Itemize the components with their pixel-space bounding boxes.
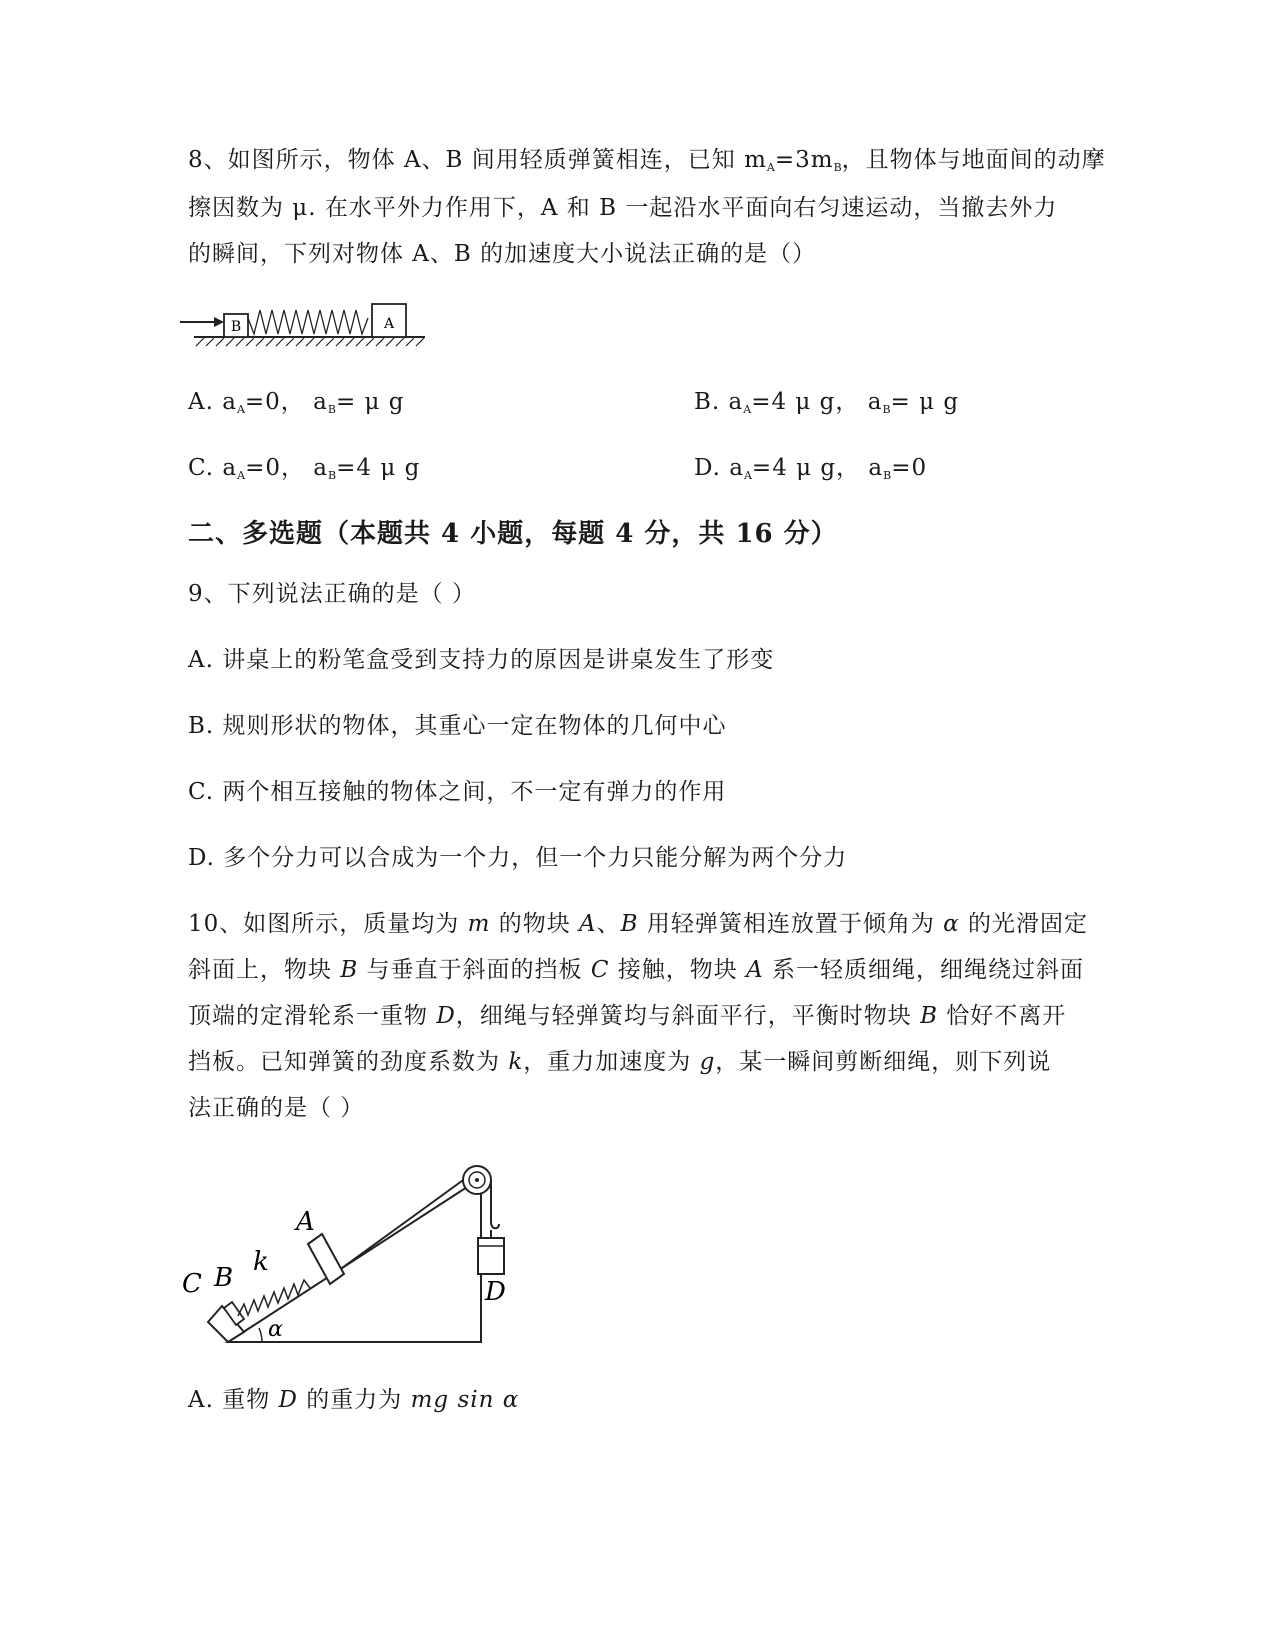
q10-l3-c: 恰好不离开 xyxy=(937,1003,1067,1029)
q8-option-d[interactable] xyxy=(694,454,927,490)
block-a-label: A xyxy=(383,316,395,332)
q10-l1-b: 的物块 xyxy=(490,911,580,937)
label-k: k xyxy=(253,1247,269,1277)
q10-l4-k: k xyxy=(508,1049,524,1075)
opt-d-sub2: B xyxy=(883,469,892,482)
opt-d-mid: =4 μ g， a xyxy=(751,455,884,481)
q10-stem-line-2 xyxy=(188,956,1084,984)
q9-option-b[interactable]: B. 规则形状的物体，其重心一定在物体的几何中心 xyxy=(188,713,727,739)
q8-stem-line-1 xyxy=(188,146,1106,182)
q8-option-a[interactable] xyxy=(188,388,405,424)
opt-b-prefix: B. a xyxy=(694,389,744,415)
q10-opt-a-mid: 的重力为 xyxy=(298,1387,411,1413)
force-arrow-head xyxy=(214,317,224,327)
q10-option-a[interactable] xyxy=(188,1386,519,1414)
q10-l1-A: A xyxy=(579,911,597,937)
rope-incline xyxy=(331,1170,477,1276)
opt-a-prefix: A. a xyxy=(188,389,237,415)
opt-c-end: =4 μ g xyxy=(336,455,421,481)
opt-c-prefix: C. a xyxy=(188,455,238,481)
q10-l2-d: 系一轻质细绳，细绳绕过斜面 xyxy=(763,957,1085,983)
q10-stem-line-4 xyxy=(188,1048,1051,1076)
q10-l1-d: 用轻弹簧相连放置于倾角为 xyxy=(638,911,944,937)
weight-d xyxy=(478,1238,504,1274)
q8-line1-text: 8、如图所示，物体 A、B 间用轻质弹簧相连，已知 m xyxy=(188,147,767,173)
q10-l2-B: B xyxy=(340,957,359,983)
q10-l1-B: B xyxy=(620,911,639,937)
q10-l4-c: ，某一瞬间剪断细绳，则下列说 xyxy=(715,1049,1052,1075)
q10-stem-line-3 xyxy=(188,1002,1066,1030)
q9-stem: 9、下列说法正确的是（ ） xyxy=(188,581,476,607)
q10-l2-a: 斜面上，物块 xyxy=(188,957,341,983)
q10-l3-B: B xyxy=(920,1003,938,1029)
pulley-axle xyxy=(475,1178,479,1182)
q9-option-c[interactable]: C. 两个相互接触的物体之间，不一定有弹力的作用 xyxy=(188,779,727,805)
opt-c-sub2: B xyxy=(328,469,337,482)
spring-incline xyxy=(238,1280,310,1316)
opt-c-mid: =0， a xyxy=(245,455,329,481)
q10-l3-b: ，细绳与轻弹簧均与斜面平行，平衡时物块 xyxy=(455,1003,921,1029)
q10-l2-C: C xyxy=(590,957,610,983)
q8-line1-end: ，且物体与地面间的动摩 xyxy=(841,147,1106,173)
q10-l1-alpha: α xyxy=(943,911,960,937)
q10-l1-c: 、 xyxy=(596,911,621,937)
q10-stem-line-1 xyxy=(188,910,1088,938)
opt-a-sub1: A xyxy=(236,403,245,416)
opt-a-sub2: B xyxy=(327,403,336,416)
q10-l1-e: 的光滑固定 xyxy=(959,911,1089,937)
ground-hatching xyxy=(196,338,424,346)
q8-line1-mid: =3m xyxy=(774,147,834,173)
angle-arc xyxy=(259,1328,262,1342)
q9-option-d[interactable]: D. 多个分力可以合成为一个力，但一个力只能分解为两个分力 xyxy=(188,845,848,871)
opt-d-end: =0 xyxy=(891,455,928,481)
section-title-multi-choice: 二、多选题（本题共 4 小题，每题 4 分，共 16 分） xyxy=(188,519,838,549)
label-d: D xyxy=(485,1277,506,1307)
q10-l2-b: 与垂直于斜面的挡板 xyxy=(358,957,591,983)
q10-opt-a-text: A. 重物 xyxy=(188,1387,279,1413)
hook xyxy=(491,1222,499,1228)
block-a-incline xyxy=(308,1234,344,1284)
block-b-label: B xyxy=(230,319,242,335)
opt-b-end: = μ g xyxy=(890,389,960,415)
opt-d-sub1: A xyxy=(743,469,752,482)
q10-l1-a: 10、如图所示，质量均为 xyxy=(188,911,468,937)
q10-l1-m: m xyxy=(467,911,491,937)
subscript-b: B xyxy=(833,161,842,174)
label-a: A xyxy=(296,1207,315,1237)
q10-l4-a: 挡板。已知弹簧的劲度系数为 xyxy=(188,1049,509,1075)
q10-l4-b: ，重力加速度为 xyxy=(523,1049,700,1075)
spring xyxy=(248,310,368,334)
label-c: C xyxy=(182,1269,202,1299)
q8-stem-line-3: 的瞬间，下列对物体 A、B 的加速度大小说法正确的是（） xyxy=(188,241,817,267)
opt-b-sub1: A xyxy=(743,403,752,416)
q9-option-a[interactable]: A. 讲桌上的粉笔盒受到支持力的原因是讲桌发生了形变 xyxy=(188,647,775,673)
q8-option-c[interactable] xyxy=(188,454,420,490)
q10-opt-a-D: D xyxy=(278,1387,298,1413)
opt-a-end: = μ g xyxy=(335,389,405,415)
q10-l2-A: A xyxy=(746,957,764,983)
q10-l3-a: 顶端的定滑轮系一重物 xyxy=(188,1003,437,1029)
q8-stem-line-2: 擦因数为 μ. 在水平外力作用下，A 和 B 一起沿水平面向右匀速运动，当撤去外力 xyxy=(188,195,1058,221)
q10-l3-D: D xyxy=(436,1003,456,1029)
q8-option-b[interactable] xyxy=(694,388,959,424)
label-b: B xyxy=(214,1263,234,1293)
opt-c-sub1: A xyxy=(237,469,246,482)
opt-b-mid: =4 μ g， a xyxy=(751,389,883,415)
subscript-a: A xyxy=(766,161,775,174)
q10-l4-g: g xyxy=(699,1049,716,1075)
q10-l2-c: 接触，物块 xyxy=(609,957,747,983)
opt-a-mid: =0， a xyxy=(244,389,328,415)
opt-b-sub2: B xyxy=(882,403,891,416)
q10-incline-pulley-figure xyxy=(180,1150,540,1370)
opt-d-prefix: D. a xyxy=(694,455,744,481)
q10-opt-a-formula: mg sin α xyxy=(410,1387,520,1413)
label-alpha: α xyxy=(268,1317,283,1342)
q10-stem-line-5: 法正确的是（ ） xyxy=(188,1095,365,1121)
q8-spring-blocks-figure xyxy=(180,300,440,360)
